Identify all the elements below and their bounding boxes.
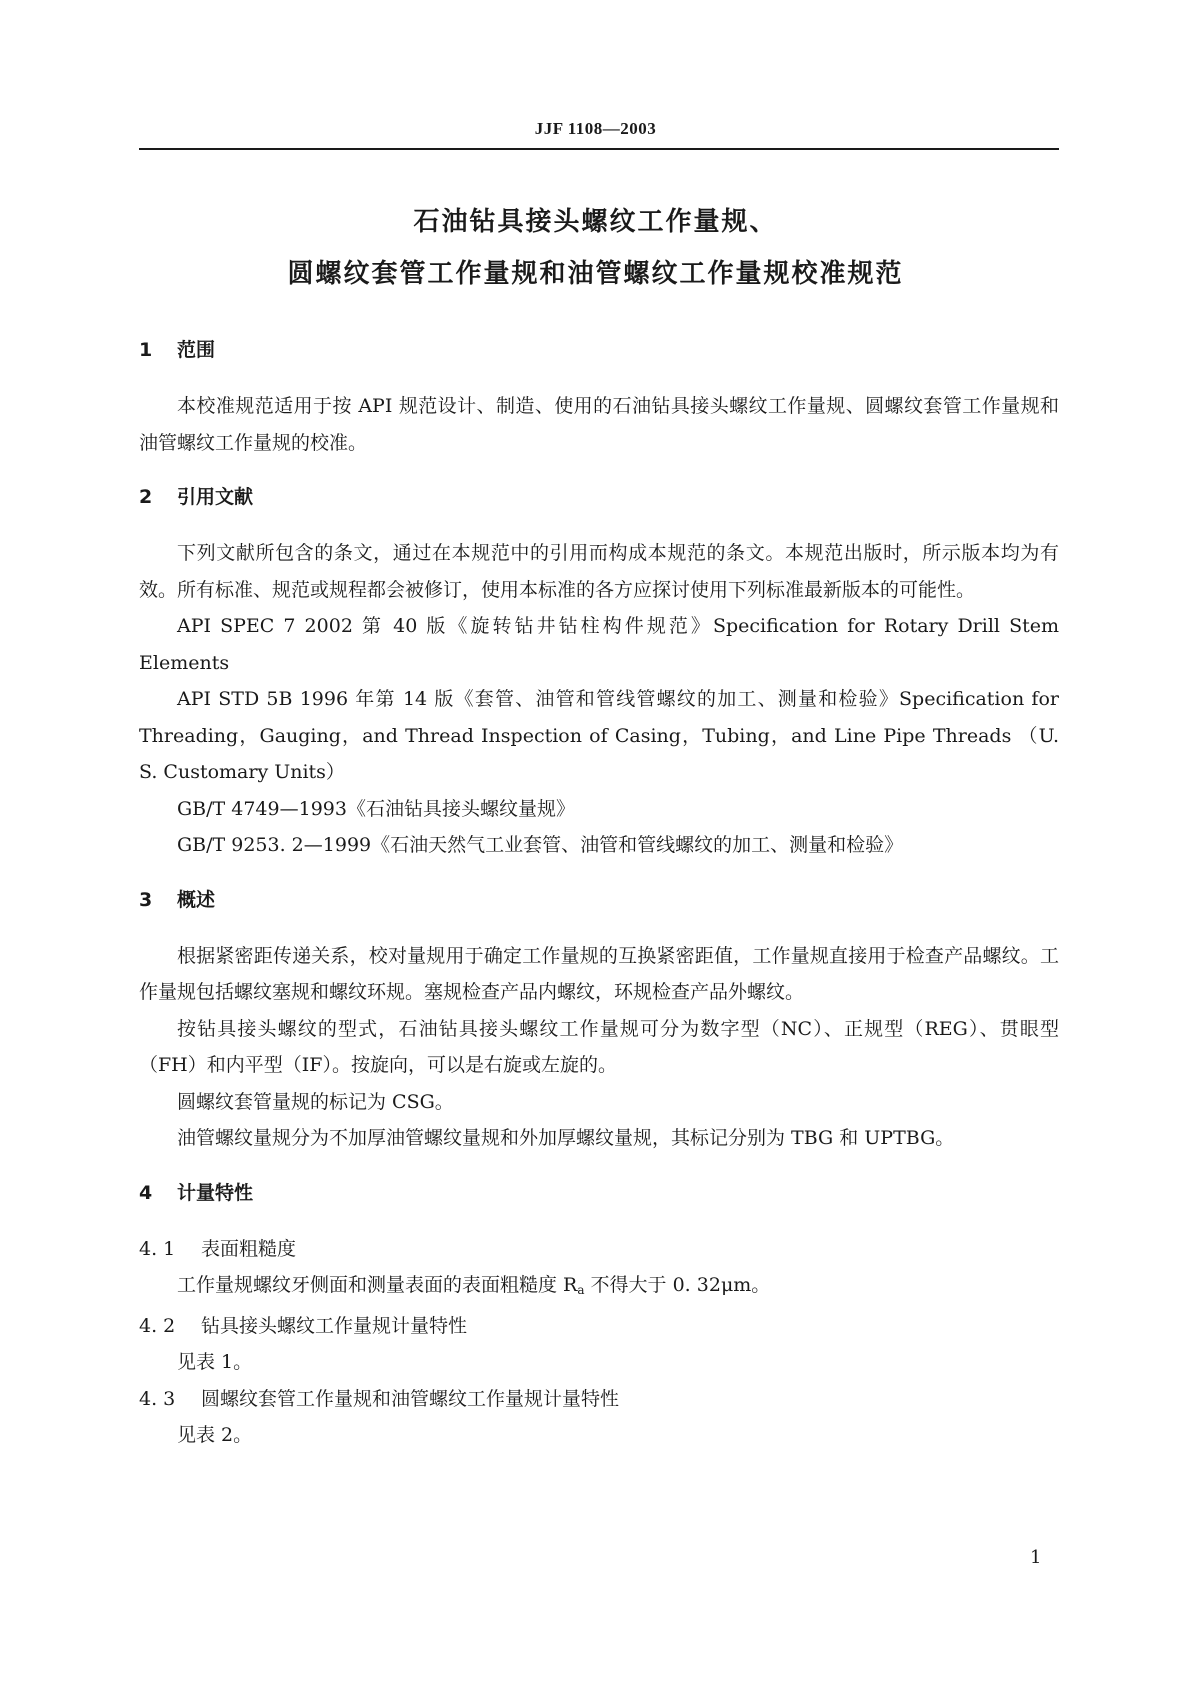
header-rule (139, 148, 1059, 150)
section-3-heading (139, 882, 1059, 918)
paragraph: 下列文献所包含的条文，通过在本规范中的引用而构成本规范的条文。本规范出版时，所示版本均为有效。所有标准、规范或规程都会被修订，使用本标准的各方应探讨使用下列标准最新版本的可能性。 (139, 542, 1059, 601)
subsection-title: 钻具接头螺纹工作量规计量特性 (201, 1315, 468, 1337)
text-run: 工作量规螺纹牙侧面和测量表面的表面粗糙度 R (177, 1273, 578, 1296)
section-4-heading (139, 1175, 1059, 1211)
title-line-2: 圆螺纹套管工作量规和油管螺纹工作量规校准规范 (287, 259, 904, 289)
section-title: 概述 (177, 888, 216, 911)
paragraph: 见表 1。 (177, 1351, 253, 1373)
text-run: 不得大于 0. 32μm。 (584, 1273, 771, 1296)
paragraph: 根据紧密距传递关系，校对量规用于确定工作量规的互换紧密距值，工作量规直接用于检查产品螺纹。工作量规包括螺纹塞规和螺纹环规。塞规检查产品内螺纹，环规检查产品外螺纹。 (139, 944, 1059, 1003)
paragraph: 本校准规范适用于按 API 规范设计、制造、使用的石油钻具接头螺纹工作量规、圆螺纹套管工作量规和油管螺纹工作量规的校准。 (139, 395, 1059, 454)
section-number: 2 (139, 486, 153, 508)
subsection-4-3-heading (139, 1381, 1059, 1417)
section-title: 引用文献 (177, 486, 254, 508)
reference-item: API STD 5B 1996 年第 14 版《套管、油管和管线管螺纹的加工、测量和检验》Specification for Threading，Gauging，and Thread Inspection of Casing，Tubing，and Line Pipe Threads （U. S. Customary Units） (139, 688, 1059, 783)
section-number: 1 (139, 339, 153, 361)
paragraph (139, 1267, 1059, 1309)
reference-item: GB/T 9253. 2—1999《石油天然气工业套管、油管和管线螺纹的加工、测量和检验》 (177, 834, 904, 856)
section-1-heading (139, 332, 1059, 368)
document-body (139, 332, 1059, 1453)
paragraph: 油管螺纹量规分为不加厚油管螺纹量规和外加厚螺纹量规，其标记分别为 TBG 和 UPTBG。 (177, 1127, 955, 1149)
section-number: 4 (139, 1181, 153, 1204)
subsection-number: 4. 2 (139, 1315, 176, 1337)
subsection-number: 4. 1 (139, 1237, 176, 1260)
paragraph: 圆螺纹套管量规的标记为 CSG。 (177, 1090, 454, 1113)
paragraph: 见表 2。 (177, 1423, 253, 1446)
section-title: 计量特性 (177, 1181, 254, 1204)
subsection-title: 表面粗糙度 (201, 1237, 297, 1260)
paragraph: 按钻具接头螺纹的型式，石油钻具接头螺纹工作量规可分为数字型（NC）、正规型（REG）、贯眼型（FH）和内平型（IF）。按旋向，可以是右旋或左旋的。 (139, 1017, 1059, 1076)
section-2-heading (139, 479, 1059, 515)
page-number: 1 (1030, 1547, 1042, 1568)
subsection-title: 圆螺纹套管工作量规和油管螺纹工作量规计量特性 (201, 1387, 620, 1410)
standard-code: JJF 1108—2003 (534, 119, 657, 138)
title-line-1: 石油钻具接头螺纹工作量规、 (413, 207, 778, 237)
subsection-4-2-heading (139, 1308, 1059, 1344)
subscript-a: a (577, 1282, 585, 1297)
reference-item: API SPEC 7 2002 第 40 版《旋转钻井钻柱构件规范》Specification for Rotary Drill Stem Elements (139, 615, 1059, 674)
reference-item: GB/T 4749—1993《石油钻具接头螺纹量规》 (177, 797, 575, 820)
subsection-number: 4. 3 (139, 1387, 176, 1410)
section-title: 范围 (177, 339, 216, 361)
subsection-4-1-heading (139, 1231, 1059, 1267)
document-title (0, 196, 1191, 300)
section-number: 3 (139, 888, 153, 911)
